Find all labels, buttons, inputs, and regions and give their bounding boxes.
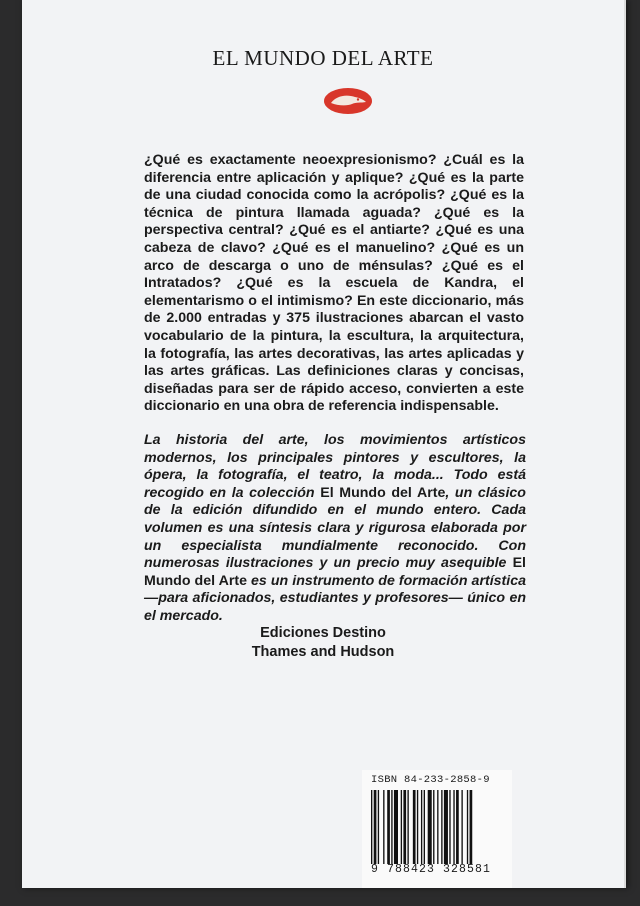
publisher-2: Thames and Hudson	[251, 644, 395, 660]
series-title: EL MUNDO DEL ARTE	[212, 46, 434, 70]
barcode-bar	[417, 790, 418, 864]
publisher-1: Ediciones Destino	[260, 625, 386, 641]
book-description: ¿Qué es exactamente neoexpresionismo? ¿Cuál es la diferencia entre aplicación y aplique? ¿Qué es la parte de una ciudad conocida como la acrópolis? ¿Qué es la técnica de pintura llamada aguada? ¿Qué es la perspectiva central? ¿Qué es el antiarte? ¿Qué es una cabeza de clavo? ¿Qué es el manuelino? ¿Qué es un arco de descarga o uno de ménsulas? ¿Qué es el Intratados? ¿Qué es la escuela de Kandra, el elementarismo o el intimismo? En este diccionario, más de 2.000 entradas y 375 ilustraciones abarcan el vasto vocabulario de la pintura, la escultura, la arquitectura, la fotografía, las artes decorativas, las artes aplicadas y las artes gráficas. Las definiciones claras y concisas, diseñadas para ser de rápido acceso, convierten a este diccionario en una obra de referencia indispensable.	[144, 152, 524, 415]
series-description	[144, 432, 526, 626]
series-name-1: El Mundo del Arte	[320, 484, 446, 501]
barcode-bar	[371, 790, 372, 864]
barcode-icon	[371, 790, 503, 864]
barcode-bar	[378, 790, 379, 864]
barcode-bar	[383, 790, 384, 864]
barcode-bar	[470, 790, 473, 864]
series-name-2: El Mundo del Arte	[144, 555, 526, 589]
barcode-bar	[456, 790, 459, 864]
barcode-number: 9 788423 328581	[371, 863, 492, 876]
barcode-bar	[407, 790, 408, 864]
barcode-bar	[401, 790, 402, 864]
series-text-part2: , un clásico de la edición difundido en el mundo entero. Cada volumen es una síntesis clara y rigurosa elaborada por un especialista mundialmente reconocido. Con numerosas ilustraciones y un precio muy asequible	[144, 484, 526, 572]
barcode-bar	[387, 790, 390, 864]
barcode-bar	[441, 790, 442, 864]
barcode-bar	[403, 790, 406, 864]
publishers	[22, 624, 624, 662]
barcode-bar	[394, 790, 398, 864]
isbn-text: ISBN 84-233-2858-9	[371, 774, 490, 786]
barcode-bar	[424, 790, 425, 864]
series-text-part3: es un instrumento de formación artística —para aficionados, estudiantes y profesores— único en el mercado.	[144, 572, 526, 624]
barcode-bar	[374, 790, 377, 864]
series-text-part1: La historia del arte, los movimientos artísticos modernos, los principales pintores y escultores, la ópera, la fotografía, el teatro, la moda... Todo está recogido en la colección	[144, 432, 526, 501]
barcode-bar	[433, 790, 434, 864]
barcode-bar	[453, 790, 454, 864]
barcode-bar	[437, 790, 438, 864]
barcode-bar	[444, 790, 448, 864]
barcode-bar	[413, 790, 416, 864]
barcode-bar	[391, 790, 392, 864]
red-oval-emblem-icon	[322, 86, 374, 116]
barcode-bar	[449, 790, 450, 864]
barcode-bar	[467, 790, 468, 864]
book-back-cover	[22, 0, 626, 888]
barcode-bar	[421, 790, 422, 864]
barcode-bar	[428, 790, 432, 864]
barcode-bar	[461, 790, 462, 864]
